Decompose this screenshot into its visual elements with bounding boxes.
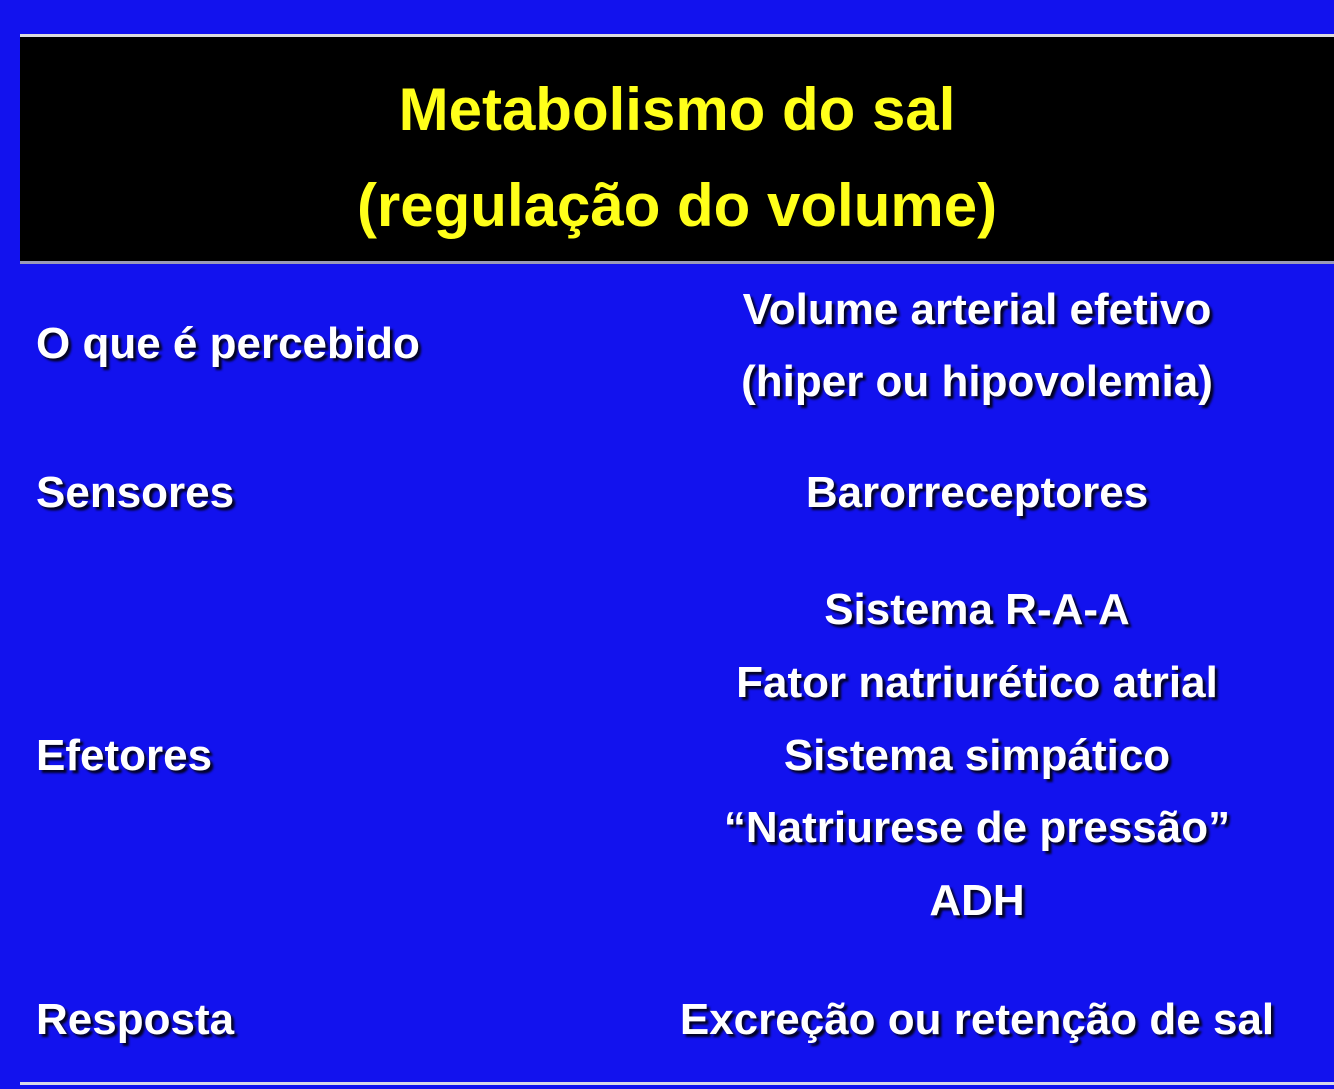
row-value-perceived-1: Volume arterial efetivo (742, 285, 1212, 334)
row-value-effectors-2: Fator natriurético atrial (736, 658, 1218, 707)
slide-title-line-2: (regulação do volume) (356, 172, 998, 239)
row-value-perceived-2: (hiper ou hipovolemia) (741, 357, 1213, 406)
slide-title-line-1: Metabolismo do sal (398, 76, 956, 143)
row-value-effectors-5: ADH (929, 876, 1025, 925)
row-value-sensors-1: Barorreceptores (805, 468, 1149, 517)
row-value-effectors-1: Sistema R-A-A (824, 585, 1130, 634)
row-label-perceived: O que é percebido (36, 319, 420, 368)
bottom-divider (20, 1082, 1334, 1085)
row-value-effectors-4: “Natriurese de pressão” (723, 803, 1231, 852)
row-value-effectors-3: Sistema simpático (783, 731, 1171, 780)
row-label-effectors: Efetores (36, 731, 213, 780)
title-band (20, 34, 1334, 264)
row-label-response: Resposta (36, 995, 235, 1044)
row-label-sensors: Sensores (36, 468, 235, 517)
row-value-response-1: Excreção ou retenção de sal (679, 995, 1275, 1044)
